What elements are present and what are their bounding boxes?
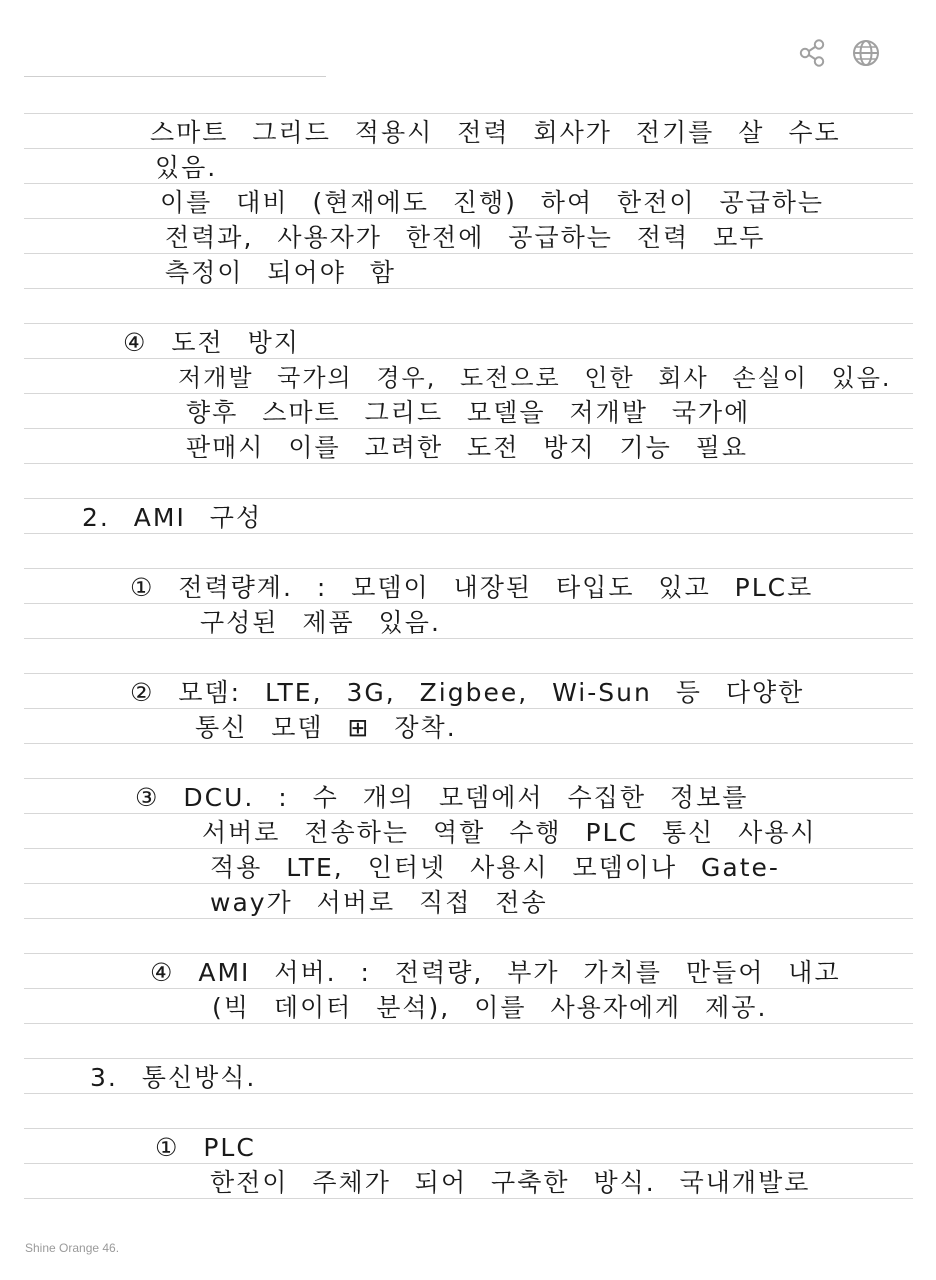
note-line: 전력과, 사용자가 한전에 공급하는 전력 모두 (165, 223, 766, 252)
note-line: 판매시 이를 고려한 도전 방지 기능 필요 (186, 433, 749, 462)
rule-line (24, 1128, 913, 1129)
note-line: 통신 모뎀 ⊞ 장착. (195, 713, 457, 742)
footer-brand: Shine Orange 46. (25, 1241, 120, 1255)
rule-line (24, 323, 913, 324)
note-line: 스마트 그리드 적용시 전력 회사가 전기를 살 수도 (150, 118, 841, 147)
note-line: 적용 LTE, 인터넷 사용시 모뎀이나 Gate- (210, 853, 780, 882)
rule-line (24, 568, 913, 569)
note-line: ③ DCU. : 수 개의 모뎀에서 수집한 정보를 (135, 783, 749, 812)
note-line: 구성된 제품 있음. (200, 608, 441, 637)
note-line: ② 모뎀: LTE, 3G, Zigbee, Wi-Sun 등 다양한 (130, 678, 805, 707)
note-heading: 2. AMI 구성 (82, 503, 263, 532)
rule-line (24, 288, 913, 289)
note-line: way가 서버로 직접 전송 (210, 888, 548, 917)
note-line: 있음. (155, 153, 218, 182)
rule-line (24, 673, 913, 674)
title-underline (24, 76, 326, 77)
note-line: 향후 스마트 그리드 모델을 저개발 국가에 (186, 398, 751, 427)
rule-line (24, 113, 913, 114)
note-line: 서버로 전송하는 역할 수행 PLC 통신 사용시 (202, 818, 817, 847)
note-line: (빅 데이터 분석), 이를 사용자에게 제공. (212, 993, 768, 1022)
share-icon[interactable] (796, 37, 828, 69)
note-line: ① PLC (155, 1133, 256, 1162)
note-line: ① 전력량계. : 모뎀이 내장된 타입도 있고 PLC로 (130, 573, 814, 602)
rule-line (24, 953, 913, 954)
note-line: 저개발 국가의 경우, 도전으로 인한 회사 손실이 있음. (178, 364, 892, 392)
globe-icon[interactable] (850, 37, 882, 69)
rule-line (24, 778, 913, 779)
rule-line (24, 1058, 913, 1059)
note-line: 한전이 주체가 되어 구축한 방식. 국내개발로 (210, 1168, 811, 1197)
rule-line (24, 638, 913, 639)
note-line: 측정이 되어야 함 (165, 258, 396, 287)
note-line: ④ 도전 방지 (123, 328, 300, 357)
rule-line (24, 743, 913, 744)
rule-line (24, 498, 913, 499)
note-line: ④ AMI 서버. : 전력량, 부가 가치를 만들어 내고 (150, 958, 841, 987)
note-heading: 3. 통신방식. (90, 1063, 257, 1092)
note-line: 이를 대비 (현재에도 진행) 하여 한전이 공급하는 (160, 188, 825, 217)
